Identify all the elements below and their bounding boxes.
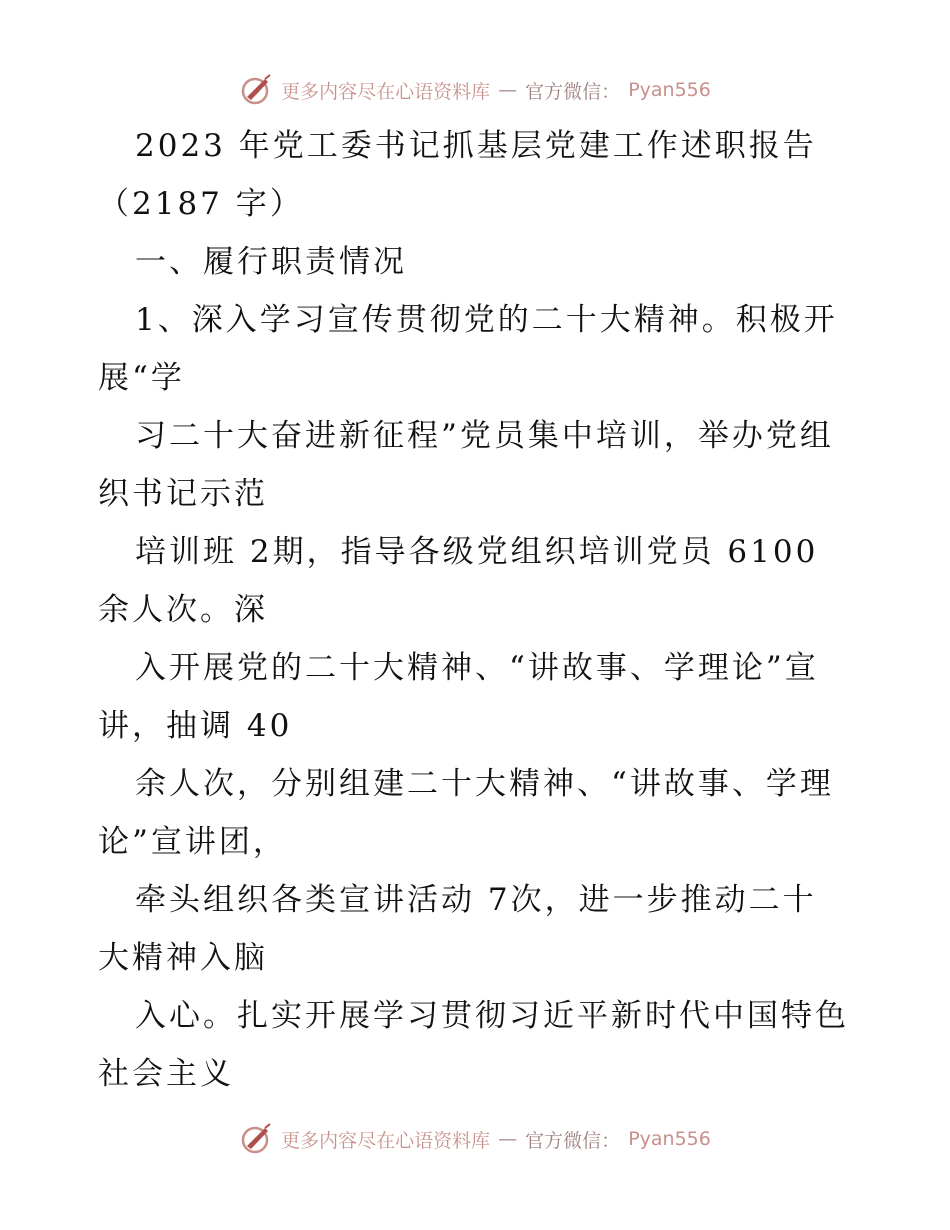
paragraph-line: 展“学 <box>98 360 185 396</box>
quill-logo-icon <box>239 1122 273 1156</box>
paragraph-line: 讲，抽调 40 <box>98 708 293 744</box>
paragraph-line: 论”宣讲团， <box>98 824 287 860</box>
section-heading: 一、履行职责情况 <box>135 244 407 280</box>
footer-watermark <box>0 1119 950 1159</box>
paragraph-line: 培训班 2期，指导各级党组织培训党员 6100 <box>135 534 819 570</box>
watermark-text: 更多内容尽在心语资料库 <box>281 1129 491 1152</box>
paragraph-line: 大精神入脑 <box>98 940 268 976</box>
paragraph-line: 余人次，分别组建二十大精神、“讲故事、学理 <box>135 766 834 802</box>
paragraph-line: 1、深入学习宣传贯彻党的二十大精神。积极开 <box>135 302 838 338</box>
paragraph-line: 入心。扎实开展学习贯彻习近平新时代中国特色 <box>135 998 849 1034</box>
watermark-separator: — <box>498 1128 518 1150</box>
paragraph-line: 入开展党的二十大精神、“讲故事、学理论”宣 <box>135 650 819 686</box>
document-title: 2023 年党工委书记抓基层党建工作述职报告 <box>135 128 817 164</box>
paragraph-line: 习二十大奋进新征程”党员集中培训，举办党组 <box>135 418 834 454</box>
paragraph-line: 社会主义 <box>98 1056 234 1092</box>
paragraph-line: 牵头组织各类宣讲活动 7次，进一步推动二十 <box>135 882 817 918</box>
watermark-separator: — <box>498 79 518 101</box>
watermark-wechat-id: Pyan556 <box>628 1128 711 1150</box>
watermark-text: 更多内容尽在心语资料库 <box>281 80 491 103</box>
paragraph-line: 织书记示范 <box>98 476 268 512</box>
paragraph-line: 余人次。深 <box>98 592 268 628</box>
watermark-wechat-label: 官方微信： <box>525 80 621 103</box>
watermark-wechat-id: Pyan556 <box>628 79 711 101</box>
document-title-wordcount: （2187 字） <box>98 186 304 222</box>
watermark-wechat-label: 官方微信： <box>525 1129 621 1152</box>
